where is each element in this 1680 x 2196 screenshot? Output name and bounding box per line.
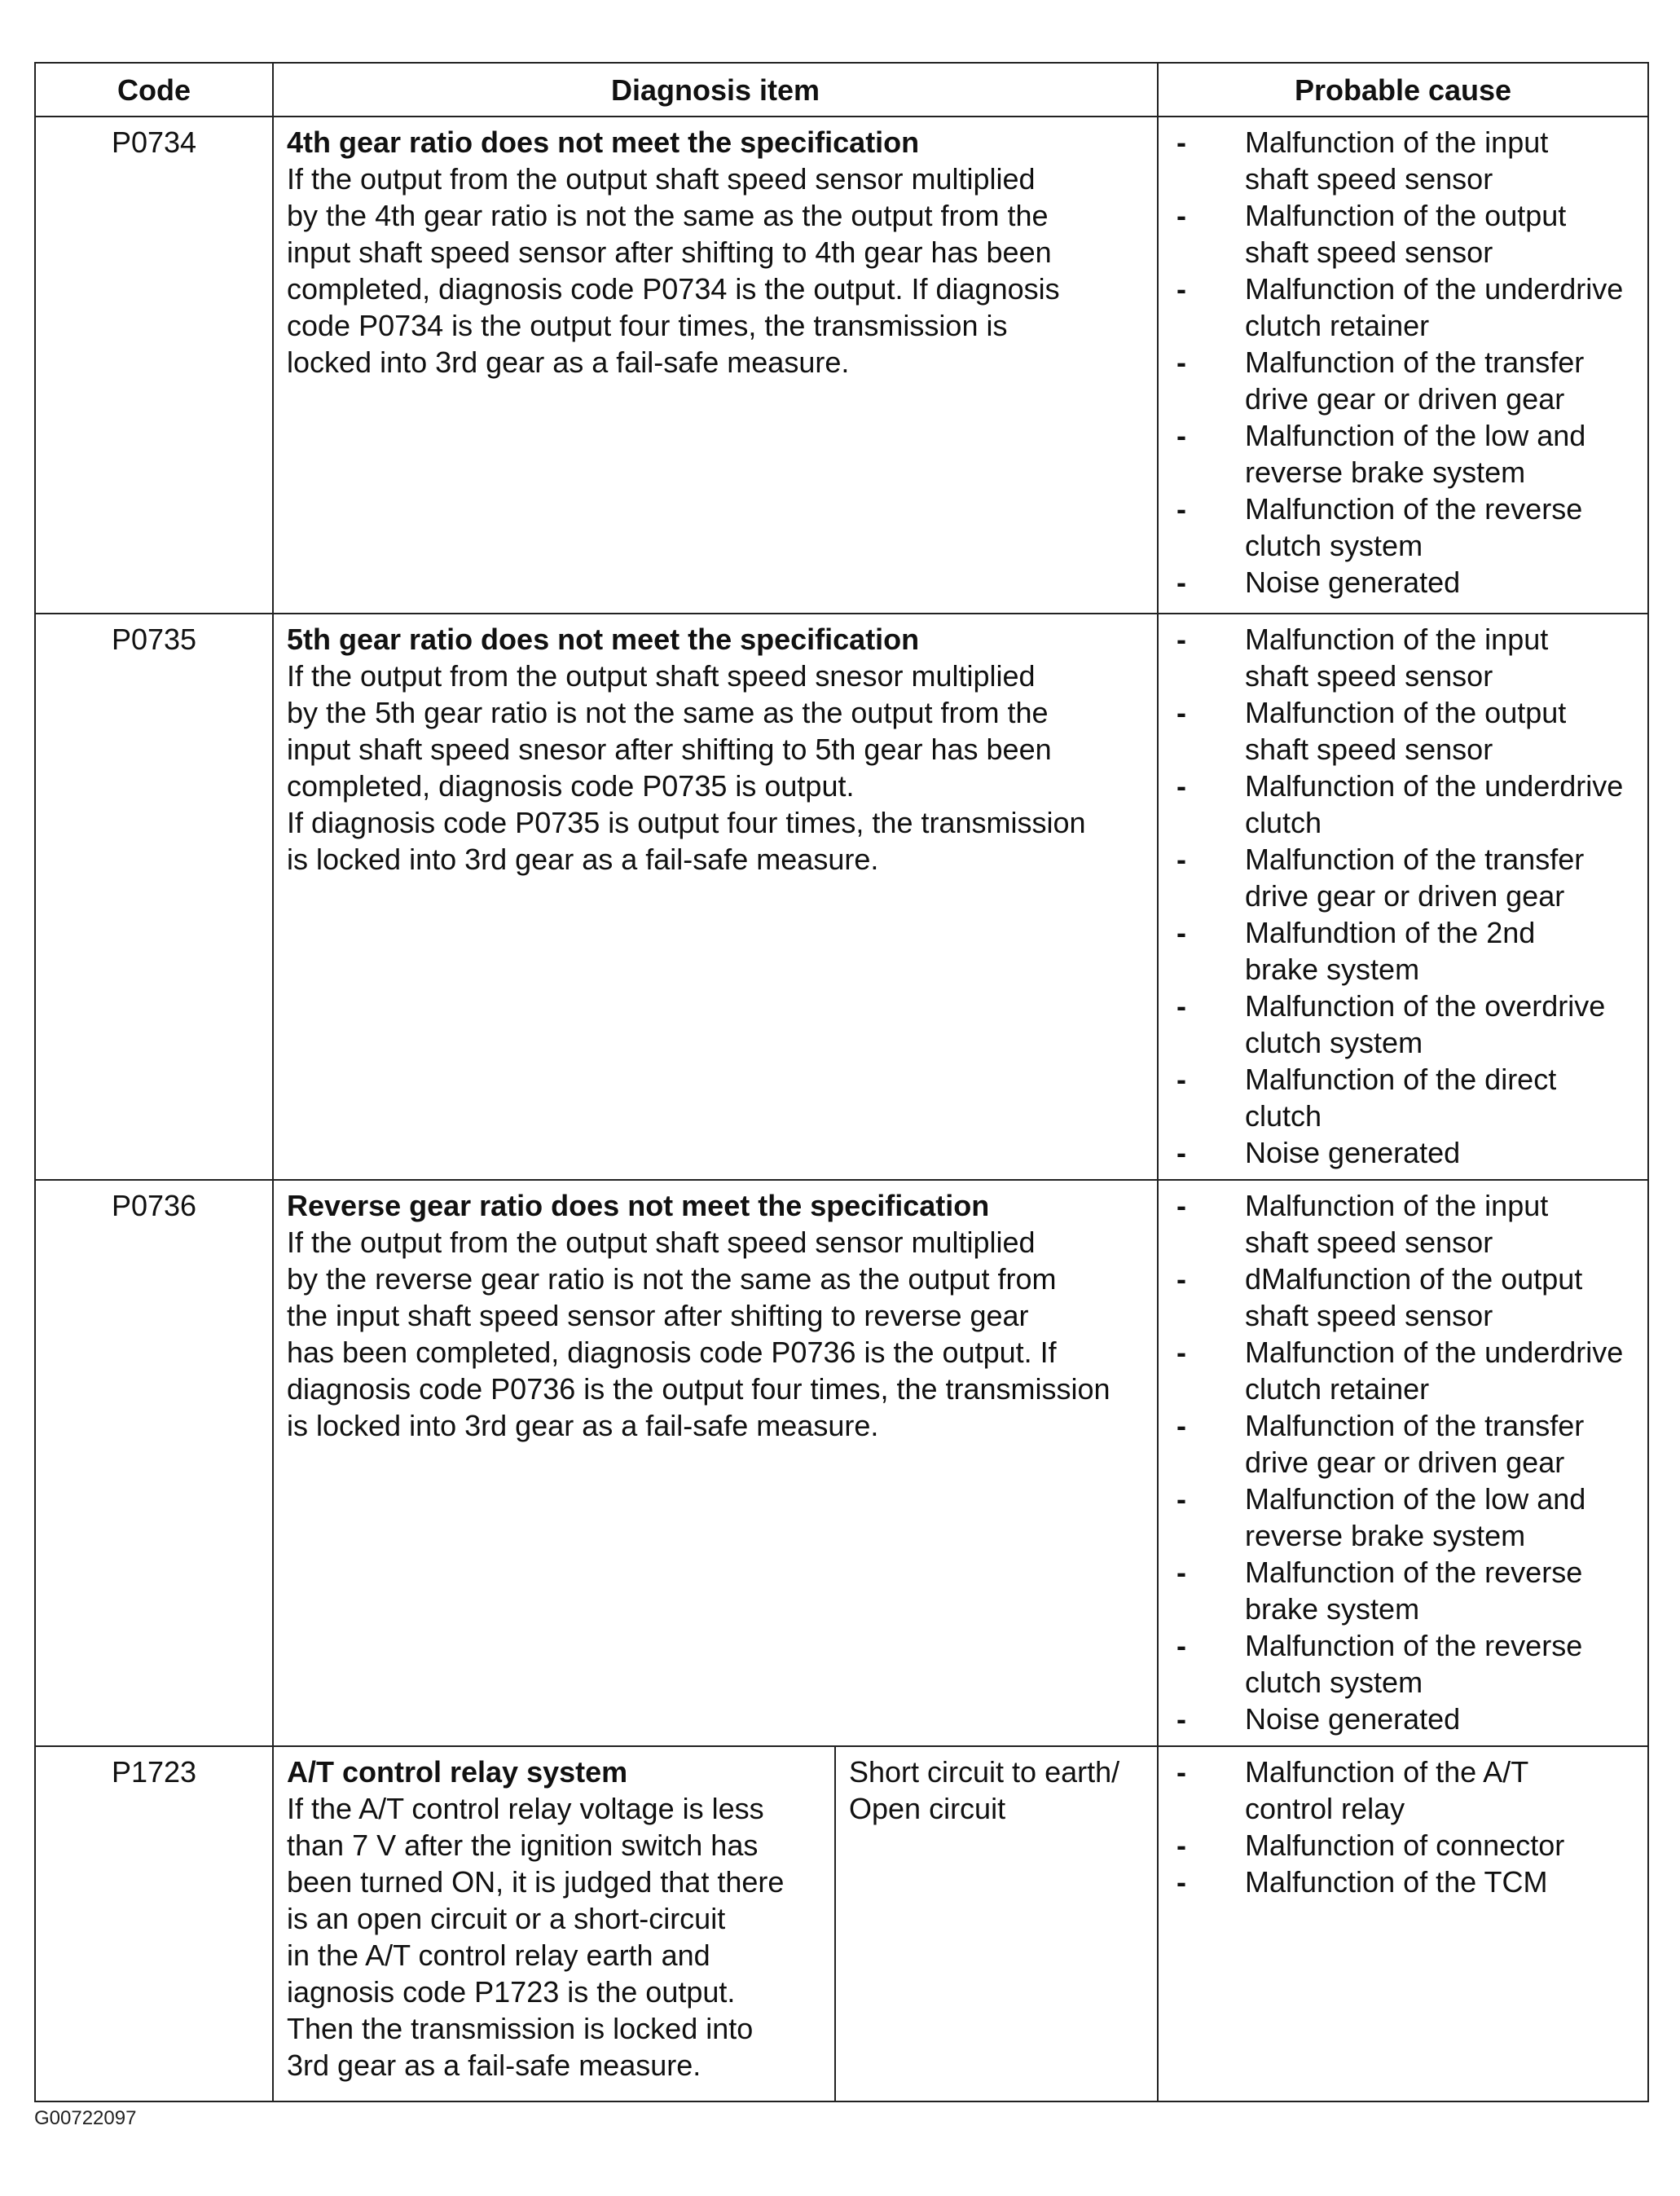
- cause-item: - Malfunction of the input shaft speed sensor: [1176, 1189, 1549, 1259]
- cause-item: - Malfunction of the input shaft speed sensor: [1176, 623, 1549, 693]
- code-cell: P0734: [35, 117, 273, 614]
- bullet-dash: -: [1176, 345, 1186, 379]
- figure-id: G00722097: [34, 2107, 137, 2129]
- cause-list: [1172, 621, 1634, 1171]
- bullet-dash: -: [1176, 1136, 1186, 1169]
- cause-item: - Malfunction of the reverse brake system: [1176, 1556, 1583, 1626]
- table-row: [35, 117, 1648, 614]
- cause-item: - Malfundtion of the 2nd brake system: [1176, 916, 1536, 986]
- condition-cell: [835, 1746, 1158, 2101]
- bullet-dash: -: [1176, 1702, 1186, 1736]
- diagnosis-title: 5th gear ratio does not meet the specification: [287, 623, 920, 656]
- header-diagnosis-item: Diagnosis item: [273, 63, 1158, 117]
- diagnosis-cell: [273, 1746, 835, 2101]
- bullet-dash: -: [1176, 199, 1186, 232]
- diagnosis-cell: [273, 1180, 1158, 1746]
- bullet-dash: -: [1176, 989, 1186, 1023]
- bullet-dash: -: [1176, 1556, 1186, 1589]
- cause-item: - Noise generated: [1176, 1702, 1461, 1736]
- bullet-dash: -: [1176, 1262, 1186, 1296]
- diagnosis-description: If the output from the output shaft speed sensor multiplied by the 4th gear ratio is not the same as the output from the input shaft speed sensor after shifting to 4th gear has been completed, diagnosis code P0734 is the output. If diagnosis code P0734 is the output four times, the transmission is locked into 3rd gear as a fail-safe measure.: [287, 162, 1060, 379]
- bullet-dash: -: [1176, 1865, 1186, 1899]
- bullet-dash: -: [1176, 623, 1186, 656]
- diagnosis-title: Reverse gear ratio does not meet the specification: [287, 1189, 990, 1222]
- cause-item: - Malfunction of the output shaft speed sensor: [1176, 696, 1567, 766]
- code-cell: P0735: [35, 614, 273, 1180]
- diagnosis-description: If the output from the output shaft speed sensor multiplied by the reverse gear ratio is not the same as the output from the input shaft speed sensor after shifting to reverse gear has been completed, diagnosis code P0736 is the output. If diagnosis code P0736 is the output four times, the transmission is locked into 3rd gear as a fail-safe measure.: [287, 1226, 1110, 1442]
- cause-item: - Noise generated: [1176, 566, 1461, 599]
- bullet-dash: -: [1176, 1336, 1186, 1369]
- cause-list: [1172, 1754, 1634, 1900]
- cause-item: - Noise generated: [1176, 1136, 1461, 1169]
- diagnosis-table: [34, 62, 1649, 2102]
- cause-item: - Malfunction of the output shaft speed sensor: [1176, 199, 1567, 269]
- cause-item: - Malfunction of the low and reverse brake system: [1176, 1482, 1586, 1552]
- probable-cause-cell: [1158, 1746, 1648, 2101]
- cause-item: - Malfunction of the A/T control relay: [1176, 1755, 1529, 1825]
- bullet-dash: -: [1176, 916, 1186, 949]
- bullet-dash: -: [1176, 1482, 1186, 1516]
- diagnosis-cell: [273, 614, 1158, 1180]
- cause-item: - Malfunction of the reverse clutch system: [1176, 1629, 1583, 1699]
- bullet-dash: -: [1176, 492, 1186, 526]
- diagnosis-title: A/T control relay system: [287, 1755, 628, 1789]
- cause-item: - Malfunction of the transfer drive gear or driven gear: [1176, 345, 1585, 416]
- cause-item: - Malfunction of the transfer drive gear or driven gear: [1176, 843, 1585, 913]
- table-row: [35, 614, 1648, 1180]
- table-row: [35, 1180, 1648, 1746]
- header-probable-cause: Probable cause: [1158, 63, 1648, 117]
- table-row: [35, 1746, 1648, 2101]
- diagnosis-description: If the A/T control relay voltage is less than 7 V after the ignition switch has been turned ON, it is judged that there is an open circuit or a short-circuit in the A/T control relay earth and iagnosis code P1723 is the output. Then the transmission is locked into 3rd gear as a fail-safe measure.: [287, 1792, 785, 2082]
- cause-item: - Malfunction of the transfer drive gear or driven gear: [1176, 1409, 1585, 1479]
- bullet-dash: -: [1176, 272, 1186, 306]
- table-header-row: [35, 63, 1648, 117]
- cause-list: [1172, 124, 1634, 601]
- bullet-dash: -: [1176, 769, 1186, 803]
- diagnosis-cell: [273, 117, 1158, 614]
- bullet-dash: -: [1176, 1189, 1186, 1222]
- cause-item: - Malfunction of the input shaft speed sensor: [1176, 125, 1549, 196]
- bullet-dash: -: [1176, 1629, 1186, 1662]
- cause-item: - Malfunction of the underdrive clutch retainer: [1176, 272, 1624, 342]
- bullet-dash: -: [1176, 1829, 1186, 1862]
- code-cell: P0736: [35, 1180, 273, 1746]
- bullet-dash: -: [1176, 1755, 1186, 1789]
- cause-item: - Malfunction of the underdrive clutch retainer: [1176, 1336, 1624, 1406]
- cause-item: - dMalfunction of the output shaft speed sensor: [1176, 1262, 1583, 1332]
- bullet-dash: -: [1176, 419, 1186, 452]
- probable-cause-cell: [1158, 1180, 1648, 1746]
- cause-item: - Malfunction of the direct clutch: [1176, 1063, 1557, 1133]
- bullet-dash: -: [1176, 843, 1186, 876]
- cause-list: [1172, 1187, 1634, 1737]
- bullet-dash: -: [1176, 696, 1186, 729]
- cause-item: - Malfunction of the TCM: [1176, 1865, 1548, 1899]
- cause-item: - Malfunction of the low and reverse brake system: [1176, 419, 1586, 489]
- diagnosis-title: 4th gear ratio does not meet the specification: [287, 125, 920, 159]
- bullet-dash: -: [1176, 1409, 1186, 1442]
- cause-item: - Malfunction of connector: [1176, 1829, 1565, 1862]
- probable-cause-cell: [1158, 117, 1648, 614]
- header-code: Code: [35, 63, 273, 117]
- bullet-dash: -: [1176, 566, 1186, 599]
- cause-item: - Malfunction of the reverse clutch system: [1176, 492, 1583, 562]
- code-cell: P1723: [35, 1746, 273, 2101]
- bullet-dash: -: [1176, 1063, 1186, 1096]
- condition-text: Short circuit to earth/ Open circuit: [849, 1755, 1120, 1825]
- bullet-dash: -: [1176, 125, 1186, 159]
- cause-item: - Malfunction of the underdrive clutch: [1176, 769, 1624, 839]
- cause-item: - Malfunction of the overdrive clutch system: [1176, 989, 1606, 1059]
- diagnosis-description: If the output from the output shaft speed snesor multiplied by the 5th gear ratio is not the same as the output from the input shaft speed snesor after shifting to 5th gear has been completed, diagnosis code P0735 is output. If diagnosis code P0735 is output four times, the transmission is locked into 3rd gear as a fail-safe measure.: [287, 659, 1086, 876]
- probable-cause-cell: [1158, 614, 1648, 1180]
